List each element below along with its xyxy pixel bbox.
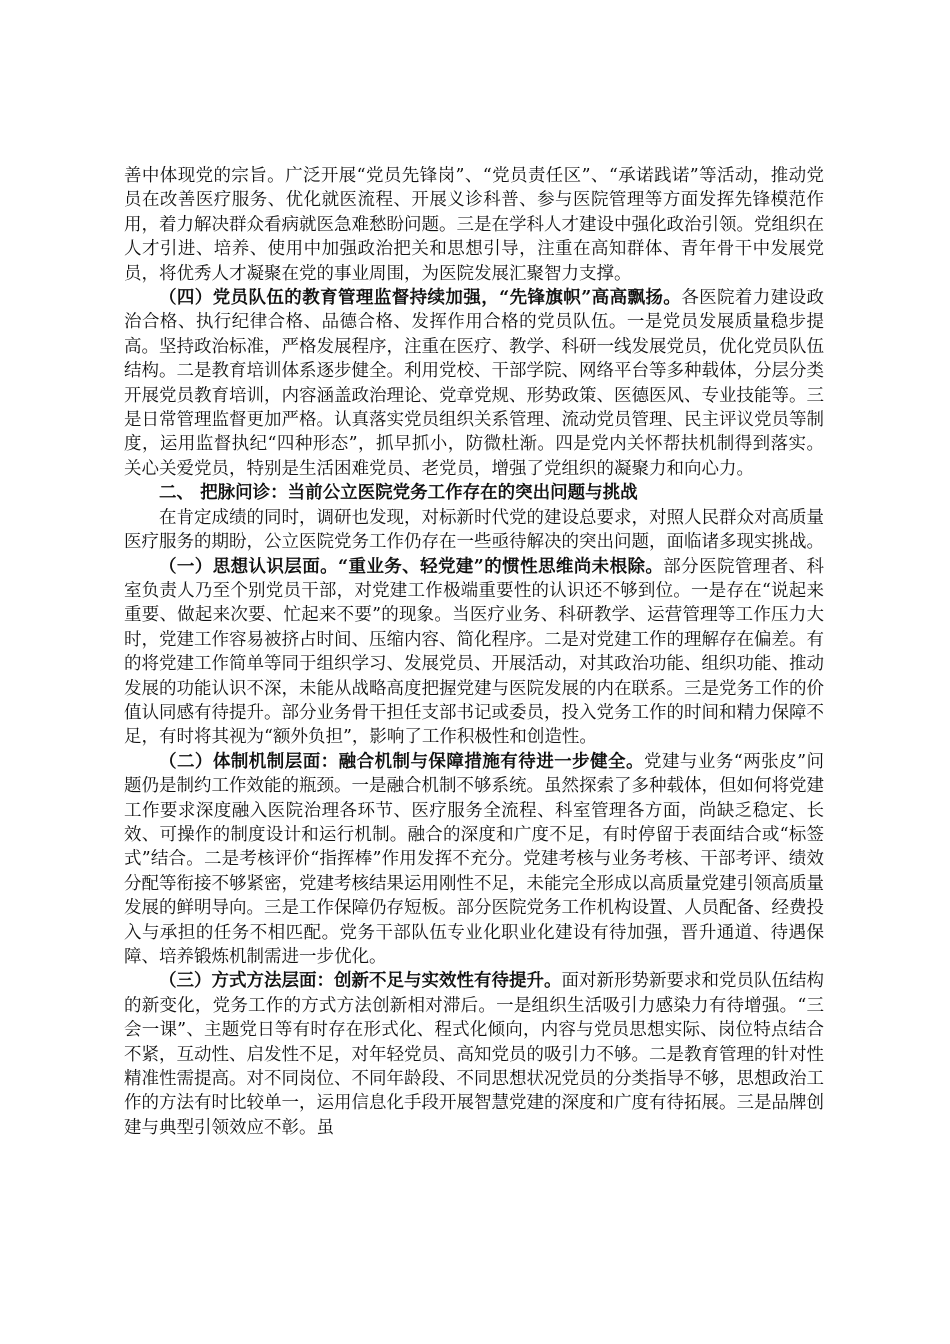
paragraph-text: 在肯定成绩的同时，调研也发现，对标新时代党的建设总要求，对照人民群众对高质量医疗服务的期盼，公立医院党务工作仍存在一些亟待解决的突出问题，面临诸多现实挑战。 [124,507,824,553]
paragraph-methods-level [124,969,824,1140]
paragraph-text: 各医院着力建设政治合格、执行纪律合格、品德合格、发挥作用合格的党员队伍。一是党员发展质量稳步提高。坚持政治标准，严格发展程序，注重在医疗、教学、科研一线发展党员，优化党员队伍结构。二是教育培训体系逐步健全。利用党校、干部学院、网络平台等多种载体，分层分类开展党员教育培训，内容涵盖政治理论、党章党规、形势政策、医德医风、专业技能等。三是日常管理监督更加严格。认真落实党员组织关系管理、流动党员管理、民主评议党员等制度，运用监督执纪“四种形态”，抓早抓小，防微杜渐。四是党内关怀帮扶机制得到落实。关心关爱党员，特别是生活困难党员、老党员，增强了党组织的凝聚力和向心力。 [124,288,824,479]
section-heading-problems [124,481,824,505]
subsection-heading: （一）思想认识层面。“重业务、轻党建”的惯性思维尚未根除。 [159,556,664,577]
paragraph-institutional-level [124,750,824,970]
paragraph-party-member-management [124,286,824,481]
paragraph-text: 善中体现党的宗旨。广泛开展“党员先锋岗”、“党员责任区”、“承诺践诺”等活动，推动党员在改善医疗服务、优化就医流程、开展义诊科普、参与医院管理等方面发挥先锋模范作用，着力解决群众看病就医急难愁盼问题。三是在学科人才建设中强化政治引领。党组织在人才引进、培养、使用中加强政治把关和思想引导，注重在高知群体、青年骨干中发展党员，将优秀人才凝聚在党的事业周围，为医院发展汇聚智力支撑。 [124,166,824,284]
paragraph-text: 面对新形势新要求和党员队伍结构的新变化，党务工作的方式方法创新相对滞后。一是组织生活吸引力感染力有待增强。“三会一课”、主题党日等有时存在形式化、程式化倾向，内容与党员思想实际、岗位特点结合不紧，互动性、启发性不足，对年轻党员、高知党员的吸引力不够。二是教育管理的针对性精准性需提高。对不同岗位、不同年龄段、不同思想状况党员的分类指导不够，思想政治工作的方法有时比较单一，运用信息化手段开展智慧党建的深度和广度有待拓展。三是品牌创建与典型引领效应不彰。虽 [124,971,824,1138]
document-page [124,164,824,1140]
paragraph-ideological-level [124,555,824,750]
paragraph-text: 党建与业务“两张皮”问题仍是制约工作效能的瓶颈。一是融合机制不够系统。虽然探索了多种载体，但如何将党建工作要求深度融入医院治理各环节、医疗服务全流程、科室管理各方面，尚缺乏稳定、长效、可操作的制度设计和运行机制。融合的深度和广度不足，有时停留于表面结合或“标签式”结合。二是考核评价“指挥棒”作用发挥不充分。党建考核与业务考核、干部考评、绩效分配等衔接不够紧密，党建考核结果运用刚性不足，未能完全形成以高质量党建引领高质量发展的鲜明导向。三是工作保障仍存短板。部分医院党务工作机构设置、人员配备、经费投入与承担的任务不相匹配。党务干部队伍专业化职业化建设有待加强，晋升通道、待遇保障、培养锻炼机制需进一步优化。 [124,751,824,967]
subsection-heading: （三）方式方法层面：创新不足与实效性有待提升。 [159,971,562,992]
paragraph-problems-intro [124,506,824,555]
paragraph-intro-continuation [124,164,824,286]
subsection-heading: （四）党员队伍的教育管理监督持续加强，“先锋旗帜”高高飘扬。 [159,288,682,309]
subsection-heading: （二）体制机制层面：融合机制与保障措施有待进一步健全。 [159,751,644,772]
paragraph-text: 部分医院管理者、科室负责人乃至个别党员干部，对党建工作极端重要性的认识还不够到位。一是存在“说起来重要、做起来次要、忙起来不要”的现象。当医疗业务、科研教学、运营管理等工作压力大时，党建工作容易被挤占时间、压缩内容、简化程序。二是对党建工作的理解存在偏差。有的将党建工作简单等同于组织学习、发展党员、开展活动，对其政治功能、组织功能、推动发展的功能认识不深，未能从战略高度把握党建与医院发展的内在联系。三是党务工作的价值认同感有待提升。部分业务骨干担任支部书记或委员，投入党务工作的时间和精力保障不足，有时将其视为“额外负担”，影响了工作积极性和创造性。 [124,556,824,748]
section-heading-text: 二、 把脉问诊：当前公立医院党务工作存在的突出问题与挑战 [159,483,638,504]
